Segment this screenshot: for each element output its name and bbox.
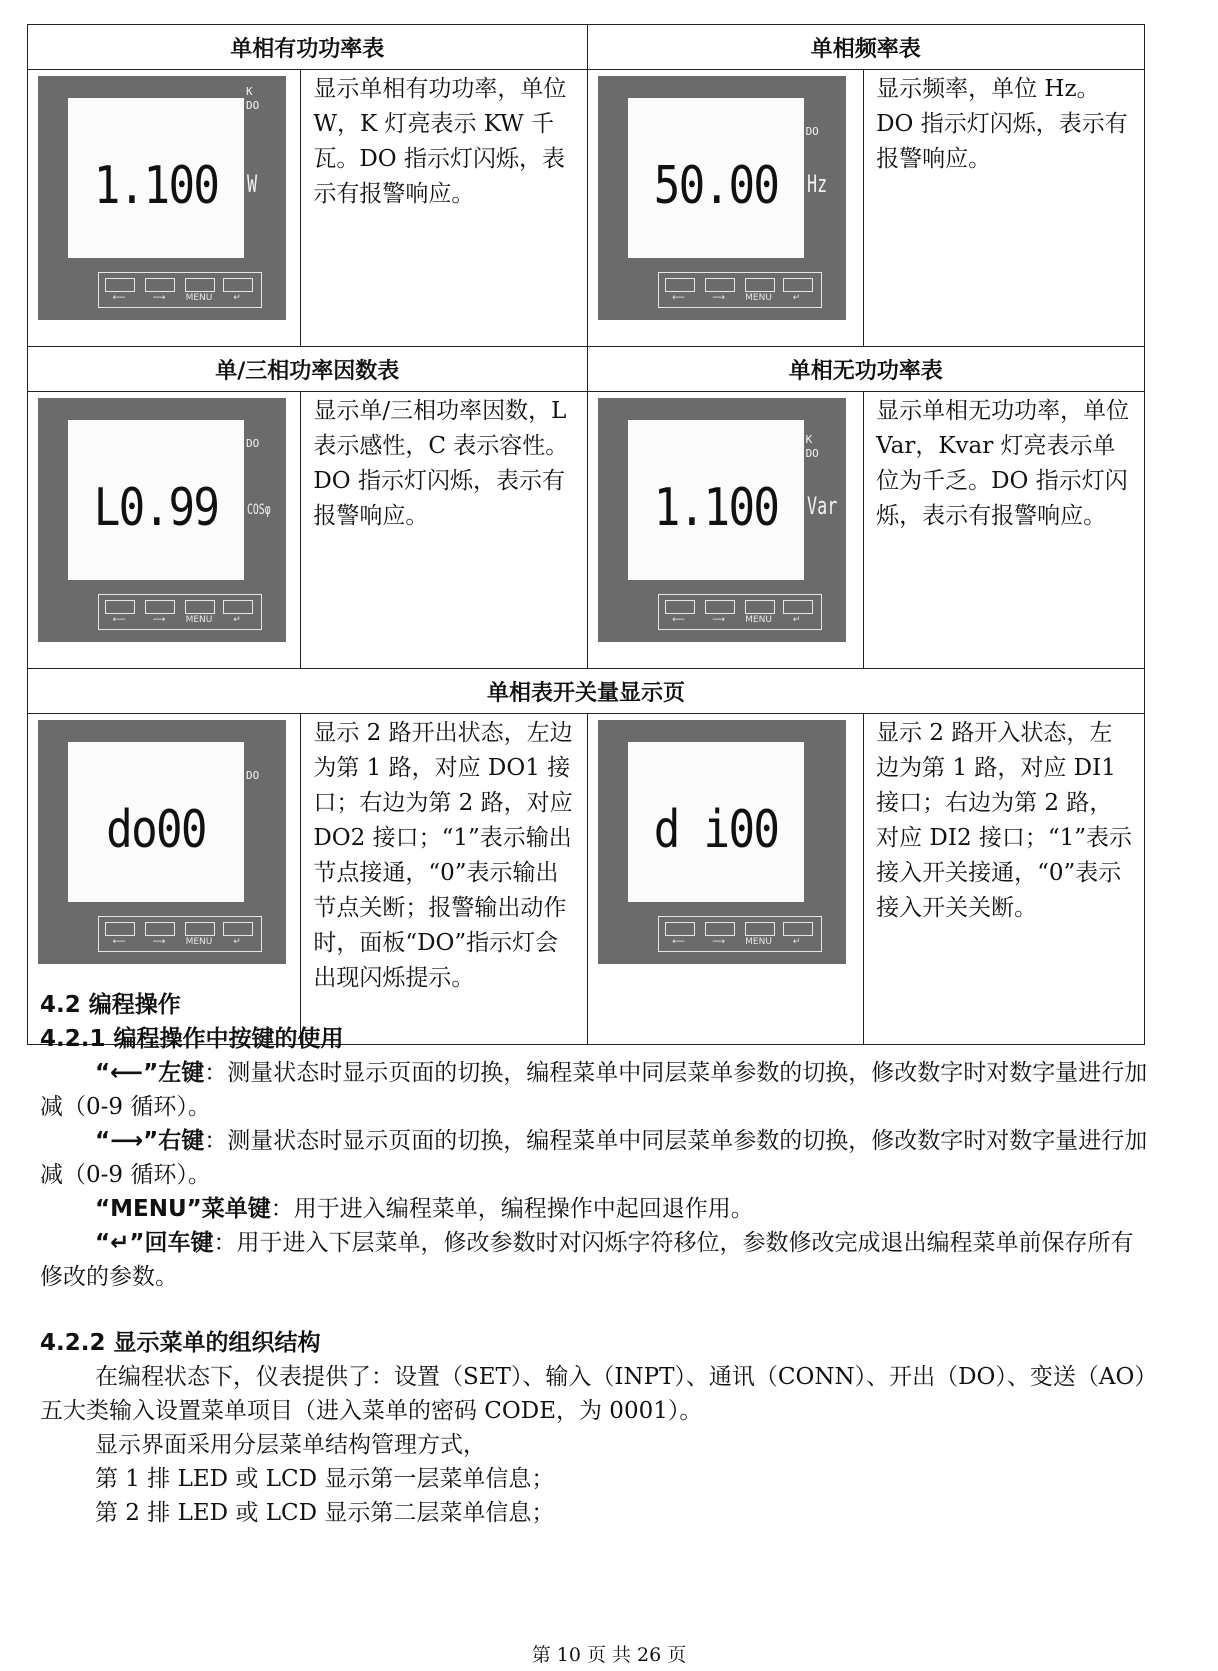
left-arrow-icon: ⟵ [112, 293, 126, 303]
enter-key-text: ：用于进入下层菜单，修改参数时对闪烁字符移位，参数修改完成退出编程菜单前保存所有修改的参数。 [40, 1230, 1134, 1290]
menu-label: MENU [745, 937, 772, 947]
left-key-paragraph [40, 1056, 1150, 1124]
lcd-reading: L0.99 [93, 478, 219, 538]
right-arrow-icon: ⟶ [712, 937, 726, 947]
left-button[interactable] [665, 600, 695, 614]
lcd-reading: 1.100 [93, 156, 219, 216]
switch-output-description: 显示 2 路开出状态，左边为第 1 路，对应 DO1 接口；右边为第 2 路，对应 DO2 接口；“1”表示输出节点接通，“0”表示输出节点关断；报警输出动作时，面板“DO”指示灯会出现闪烁提示。 [301, 714, 587, 1045]
unit-label: Hz [806, 170, 827, 198]
button-bar [658, 594, 822, 630]
lcd-reading: 50.00 [653, 156, 778, 216]
enter-icon: ↵ [792, 937, 801, 947]
enter-icon: ↵ [792, 293, 801, 303]
right-key-paragraph [40, 1124, 1150, 1192]
left-button[interactable] [665, 278, 695, 292]
section-heading-4-2-2: 4.2.2 显示菜单的组织结构 [40, 1330, 321, 1356]
right-button[interactable] [145, 922, 175, 936]
header-power-factor-meter: 单/三相功率因数表 [28, 347, 588, 392]
menu-label: MENU [185, 293, 213, 303]
right-key-name: 右键 [158, 1128, 205, 1154]
menu-key-name: 菜单键 [201, 1196, 271, 1222]
enter-key-symbol: “↵” [95, 1230, 145, 1256]
meter-power-factor [38, 398, 286, 642]
left-key-name: 左键 [158, 1060, 205, 1086]
menu-button[interactable] [745, 600, 775, 614]
enter-button[interactable] [783, 922, 813, 936]
meter-switch-output [38, 720, 286, 964]
enter-icon: ↵ [792, 615, 801, 625]
button-bar [98, 272, 262, 308]
menu-key-paragraph [40, 1192, 1150, 1226]
menu-label: MENU [185, 615, 213, 625]
left-arrow-icon: ⟵ [112, 615, 126, 625]
enter-button[interactable] [223, 600, 253, 614]
meter-image-cell [587, 70, 864, 347]
page-footer: 第 10 页 共 26 页 [531, 1644, 687, 1666]
enter-key-name: 回车键 [144, 1230, 214, 1256]
right-key-text: ：测量状态时显示页面的切换，编程菜单中同层菜单参数的切换，修改数字时对数字量进行加减（0-9 循环）。 [40, 1128, 1148, 1188]
body-text [40, 988, 1150, 1530]
header-frequency-meter: 单相频率表 [587, 25, 1144, 70]
right-arrow-icon: ⟶ [152, 937, 166, 947]
lcd-reading: do00 [106, 800, 206, 860]
menu-key-symbol: “MENU” [95, 1196, 202, 1222]
left-arrow-icon: ⟵ [672, 615, 686, 625]
right-button[interactable] [145, 278, 175, 292]
menu-label: MENU [185, 937, 213, 947]
meter-image-cell [28, 70, 301, 347]
right-button[interactable] [705, 600, 735, 614]
do-indicator: DO [246, 437, 260, 450]
unit-label: Var [806, 492, 837, 520]
row1-paragraph: 第 1 排 LED 或 LCD 显示第一层菜单信息； [95, 1466, 555, 1492]
meter-image-cell [587, 392, 864, 669]
button-bar [658, 916, 822, 952]
left-button[interactable] [105, 600, 135, 614]
left-arrow-icon: ⟵ [112, 937, 126, 947]
meter-display-table [27, 24, 1145, 1045]
left-key-text: ：测量状态时显示页面的切换，编程菜单中同层菜单参数的切换，修改数字时对数字量进行加减（0-9 循环）。 [40, 1060, 1148, 1120]
menu-structure-paragraph: 在编程状态下，仪表提供了：设置（SET）、输入（INPT）、通讯（CONN）、开出（DO）、变送（AO）五大类输入设置菜单项目（进入菜单的密码 CODE，为 0001）。 [40, 1364, 1146, 1424]
right-arrow-icon: ⟶ [712, 293, 726, 303]
reactive-power-description: 显示单相无功功率，单位 Var，Kvar 灯亮表示单位为千乏。DO 指示灯闪烁，表示有报警响应。 [864, 392, 1145, 669]
header-reactive-power-meter: 单相无功功率表 [587, 347, 1144, 392]
meter-reactive-power [598, 398, 846, 642]
meter-active-power [38, 76, 286, 320]
k-indicator: K [246, 85, 253, 98]
menu-button[interactable] [745, 278, 775, 292]
button-bar [658, 272, 822, 308]
enter-icon: ↵ [233, 937, 241, 947]
unit-label: COSφ [247, 502, 271, 518]
layered-menu-paragraph: 显示界面采用分层菜单结构管理方式， [95, 1432, 486, 1458]
right-button[interactable] [705, 922, 735, 936]
active-power-description: 显示单相有功功率，单位 W，K 灯亮表示 KW 千瓦。DO 指示灯闪烁，表示有报警响应。 [301, 70, 587, 347]
enter-button[interactable] [783, 600, 813, 614]
lcd-reading: 1.100 [653, 478, 778, 538]
menu-button[interactable] [185, 922, 215, 936]
right-arrow-icon: ⟶ [152, 293, 166, 303]
right-key-symbol: “⟶” [95, 1128, 159, 1154]
menu-button[interactable] [185, 278, 215, 292]
menu-button[interactable] [745, 922, 775, 936]
left-arrow-icon: ⟵ [672, 293, 686, 303]
left-arrow-icon: ⟵ [672, 937, 686, 947]
k-indicator: K [805, 433, 813, 446]
left-key-symbol: “⟵” [95, 1060, 159, 1086]
right-arrow-icon: ⟶ [712, 615, 726, 625]
left-button[interactable] [665, 922, 695, 936]
menu-button[interactable] [185, 600, 215, 614]
frequency-description: 显示频率，单位 Hz。DO 指示灯闪烁，表示有报警响应。 [864, 70, 1145, 347]
power-factor-description: 显示单/三相功率因数，L 表示感性，C 表示容性。DO 指示灯闪烁，表示有报警响应。 [301, 392, 587, 669]
switch-input-description: 显示 2 路开入状态，左边为第 1 路，对应 DI1 接口；右边为第 2 路，对应 DI2 接口；“1”表示接入开关接通，“0”表示接入开关关断。 [864, 714, 1145, 1045]
right-button[interactable] [705, 278, 735, 292]
right-arrow-icon: ⟶ [152, 615, 166, 625]
meter-switch-input [598, 720, 846, 964]
enter-icon: ↵ [233, 293, 241, 303]
section-heading-4-2: 4.2 编程操作 [40, 992, 181, 1018]
meter-frequency [598, 76, 846, 320]
right-button[interactable] [145, 600, 175, 614]
lcd-reading: d i00 [653, 800, 778, 860]
section-heading-4-2-1: 4.2.1 编程操作中按键的使用 [40, 1026, 344, 1052]
do-indicator: DO [805, 125, 819, 138]
do-indicator: DO [805, 447, 819, 460]
header-switch-display-page: 单相表开关量显示页 [28, 669, 1145, 714]
enter-key-paragraph [40, 1226, 1150, 1294]
menu-key-text: ：用于进入编程菜单，编程操作中起回退作用。 [270, 1196, 754, 1222]
do-indicator: DO [246, 99, 260, 112]
enter-icon: ↵ [233, 615, 241, 625]
enter-button[interactable] [223, 278, 253, 292]
left-button[interactable] [105, 922, 135, 936]
enter-button[interactable] [783, 278, 813, 292]
menu-label: MENU [745, 615, 772, 625]
spacer [40, 1294, 1150, 1326]
unit-label: W [247, 170, 258, 198]
do-indicator: DO [246, 769, 260, 782]
button-bar [98, 594, 262, 630]
left-button[interactable] [105, 278, 135, 292]
menu-label: MENU [745, 293, 772, 303]
enter-button[interactable] [223, 922, 253, 936]
header-active-power-meter: 单相有功功率表 [28, 25, 588, 70]
button-bar [98, 916, 262, 952]
meter-image-cell [28, 392, 301, 669]
row2-paragraph: 第 2 排 LED 或 LCD 显示第二层菜单信息； [95, 1500, 555, 1526]
